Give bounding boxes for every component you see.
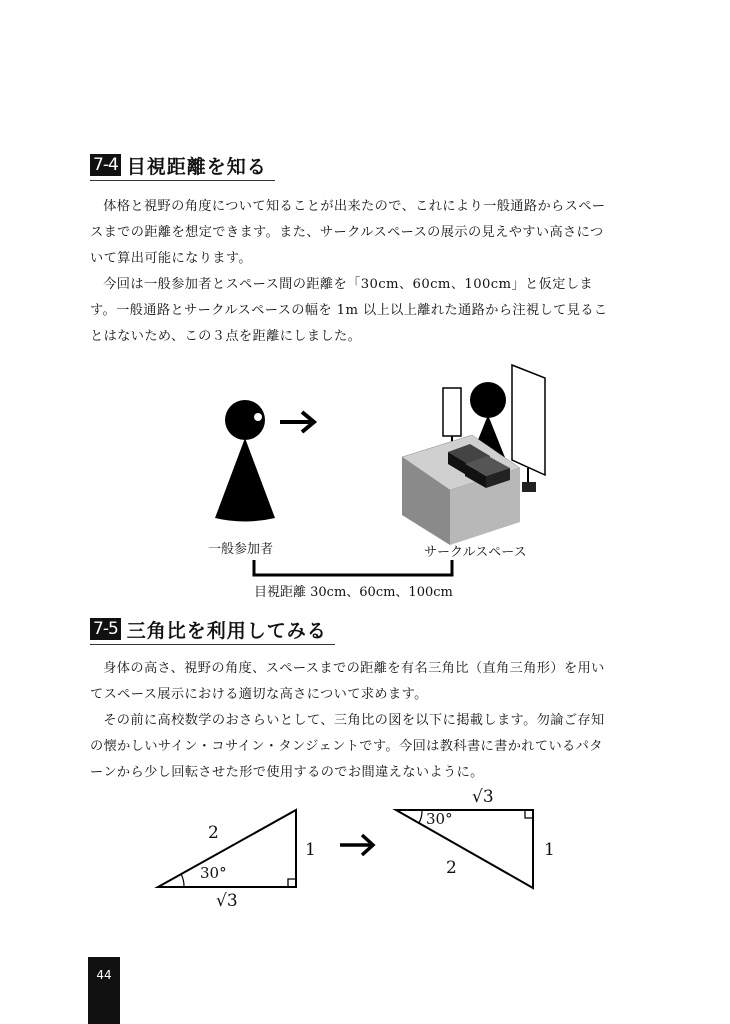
triangle-left bbox=[158, 810, 296, 887]
section-7-5-heading bbox=[90, 614, 335, 645]
paragraph: その前に高校数学のおさらいとして、三角比の図を以下に掲載します。勿論ご存知の懐かしいサイン・コサイン・タンジェントです。今回は教科書に書かれているパターンから少し回転させた形で使用するのでお間違えないように。 bbox=[90, 713, 605, 780]
section-title: 目視距離を知る bbox=[126, 155, 267, 178]
distance-figure bbox=[190, 360, 570, 610]
visitor-pawn-icon bbox=[215, 400, 275, 522]
section-number: 7-4 bbox=[90, 154, 121, 176]
arrow-right-icon bbox=[340, 835, 373, 855]
triangle-left-hypotenuse-label: 2 bbox=[208, 823, 219, 843]
circle-space-illustration bbox=[402, 365, 545, 545]
distance-label: 目視距離 30cm、60cm、100cm bbox=[254, 585, 453, 600]
page-number-tab bbox=[88, 957, 120, 1024]
triangle-right-angle-label: 30° bbox=[426, 810, 453, 828]
triangles-figure bbox=[150, 790, 570, 920]
paragraph: 身体の高さ、視野の角度、スペースまでの距離を有名三角比（直角三角形）を用いてスペース展示における適切な高さについて求めます。 bbox=[90, 661, 605, 702]
paragraph: 今回は一般参加者とスペース間の距離を「30cm、60cm、100cm」と仮定します。一般通路とサークルスペースの幅を 1m 以上以上離れた通路から注視して見ることはないため、この３点を距離にしました。 bbox=[90, 277, 608, 344]
arrow-right-icon bbox=[280, 412, 314, 432]
circle-space-label: サークルスペース bbox=[424, 545, 527, 560]
triangle-right-hypotenuse-label: 2 bbox=[446, 858, 457, 878]
distance-bracket bbox=[254, 560, 452, 575]
page-number: 44 bbox=[96, 968, 112, 982]
triangle-right-top-label: √3 bbox=[472, 787, 494, 807]
section-number: 7-5 bbox=[90, 618, 121, 640]
paragraph: 体格と視野の角度について知ることが出来たので、これにより一般通路からスペースまでの距離を想定できます。また、サークルスペースの展示の見えやすい高さについて算出可能になります。 bbox=[90, 199, 606, 266]
section-title: 三角比を利用してみる bbox=[126, 619, 327, 642]
triangle-left-angle-label: 30° bbox=[200, 864, 227, 882]
triangle-right bbox=[396, 810, 533, 888]
triangle-left-opposite-label: 1 bbox=[305, 840, 316, 860]
section-7-5-body bbox=[90, 656, 610, 786]
section-7-4-heading bbox=[90, 150, 275, 181]
triangle-right-side-label: 1 bbox=[544, 840, 555, 860]
visitor-label: 一般参加者 bbox=[208, 542, 274, 557]
triangle-left-adjacent-label: √3 bbox=[216, 891, 238, 911]
section-7-4-body bbox=[90, 194, 610, 350]
